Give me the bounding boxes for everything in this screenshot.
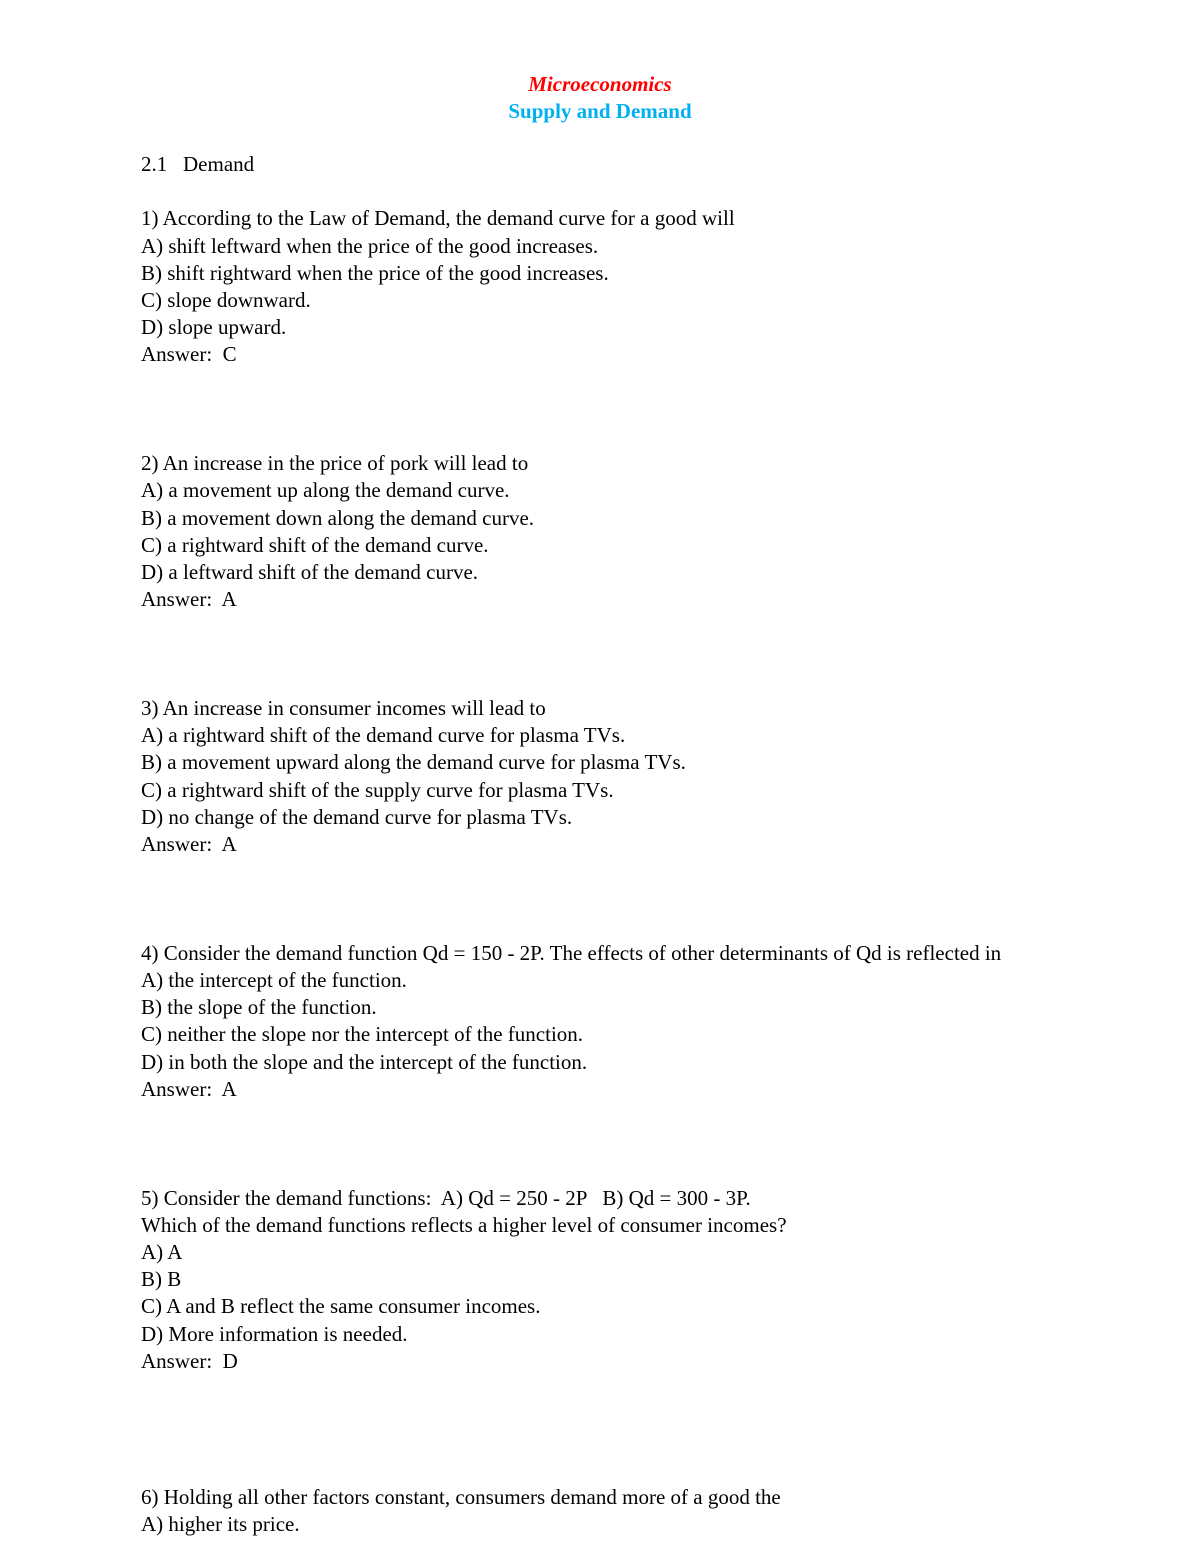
question-4 (141, 940, 1021, 1103)
question-6 (141, 1484, 1021, 1538)
answer: Answer: A (141, 832, 237, 857)
option-a: A) a movement up along the demand curve. (141, 478, 510, 503)
document-body (141, 151, 1021, 1538)
spacer (141, 1103, 1021, 1185)
option-a: A) a rightward shift of the demand curve for plasma TVs. (141, 723, 626, 748)
question-stem-continued: Which of the demand functions reflects a higher level of consumer incomes? (141, 1212, 787, 1237)
spacer (141, 613, 1021, 695)
spacer (141, 369, 1021, 451)
answer: Answer: C (141, 342, 237, 367)
option-a: A) A (141, 1240, 183, 1265)
question-stem: 5) Consider the demand functions: A) Qd = 250 - 2P B) Qd = 300 - 3P. (141, 1185, 751, 1210)
question-stem: 2) An increase in the price of pork will lead to (141, 451, 529, 476)
option-b: B) the slope of the function. (141, 995, 377, 1020)
option-a: A) higher its price. (141, 1512, 300, 1537)
document-title: Microeconomics (528, 72, 672, 96)
option-c: C) a rightward shift of the demand curve. (141, 532, 489, 557)
option-c: C) A and B reflect the same consumer incomes. (141, 1294, 541, 1319)
option-d: D) More information is needed. (141, 1321, 408, 1346)
question-stem: 1) According to the Law of Demand, the demand curve for a good will (141, 206, 735, 231)
option-b: B) a movement upward along the demand curve for plasma TVs. (141, 750, 686, 775)
question-stem: 6) Holding all other factors constant, consumers demand more of a good the (141, 1485, 781, 1510)
spacer (141, 1375, 1021, 1471)
section-heading: 2.1 Demand (141, 152, 255, 176)
document-subtitle: Supply and Demand (508, 99, 692, 123)
question-stem: 4) Consider the demand function Qd = 150 - 2P. The effects of other determinants of Qd is reflected in (141, 940, 1002, 965)
option-b: B) shift rightward when the price of the good increases. (141, 260, 609, 285)
answer: Answer: A (141, 1076, 237, 1101)
option-a: A) shift leftward when the price of the good increases. (141, 233, 599, 258)
spacer (141, 858, 1021, 940)
option-d: D) in both the slope and the intercept of the function. (141, 1049, 588, 1074)
option-b: B) a movement down along the demand curve. (141, 505, 535, 530)
spacer (141, 1471, 1021, 1484)
option-c: C) slope downward. (141, 288, 311, 312)
answer: Answer: A (141, 587, 237, 612)
question-stem: 3) An increase in consumer incomes will lead to (141, 696, 546, 721)
question-1 (141, 205, 1021, 368)
option-a: A) the intercept of the function. (141, 968, 407, 993)
answer: Answer: D (141, 1348, 238, 1373)
question-2 (141, 450, 1021, 613)
question-3 (141, 695, 1021, 858)
option-d: D) slope upward. (141, 315, 287, 340)
option-c: C) neither the slope nor the intercept of the function. (141, 1022, 584, 1047)
option-d: D) no change of the demand curve for plasma TVs. (141, 804, 573, 829)
question-5 (141, 1185, 1021, 1375)
option-d: D) a leftward shift of the demand curve. (141, 560, 479, 585)
option-c: C) a rightward shift of the supply curve for plasma TVs. (141, 777, 614, 802)
option-b: B) B (141, 1267, 182, 1292)
